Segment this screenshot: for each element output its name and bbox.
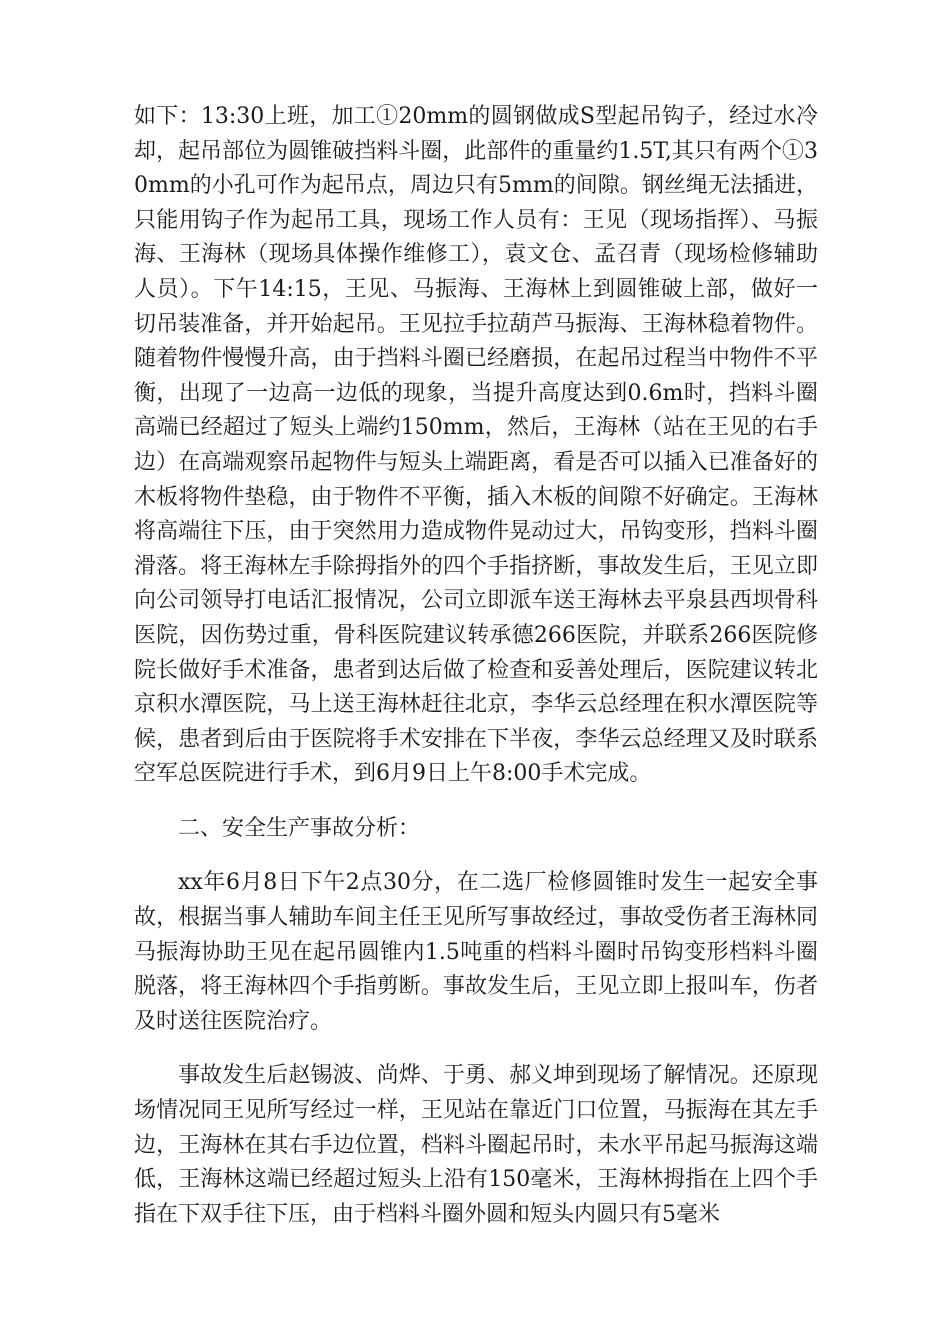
section-heading-accident-analysis: 二、安全生产事故分析：: [178, 815, 421, 841]
paragraph-accident-summary: xx年6月8日下午2点30分，在二选厂检修圆锥时发生一起安全事故，根据当事人辅助车间主任王见所写事故经过，事故受伤者王海林同马振海协助王见在起吊圆锥内1.5吨重的档料斗圈时吊钩变形档料斗圈脱落，将王海林四个手指剪断。事故发生后，王见立即上报叫车，伤者及时送往医院治疗。: [134, 870, 818, 1034]
paragraph-incident-process: 如下：13:30上班，加工①20mm的圆钢做成S型起吊钩子，经过水冷却，起吊部位为圆锥破挡料斗圈，此部件的重量约1.5T,其只有两个①30mm的小孔可作为起吊点，周边只有5mm的间隙。钢丝绳无法插进，只能用钩子作为起吊工具，现场工作人员有：王见（现场指挥）、马振海、王海林（现场具体操作维修工），袁文仓、孟召青（现场检修辅助人员）。下午14:15，王见、马振海、王海林上到圆锥破上部，做好一切吊装准备，并开始起吊。王见拉手拉葫芦马振海、王海林稳着物件。随着物件慢慢升高，由于挡料斗圈已经磨损，在起吊过程当中物件不平衡，出现了一边高一边低的现象，当提升高度达到0.6m时，挡料斗圈高端已经超过了短头上端约150mm，然后，王海林（站在王见的右手边）在高端观察吊起物件与短头上端距离，看是否可以插入已准备好的木板将物件垫稳，由于物件不平衡，插入木板的间隙不好确定。王海林将高端往下压，由于突然用力造成物件晃动过大，吊钩变形，挡料斗圈滑落。将王海林左手除拇指外的四个手指挤断，事故发生后，王见立即向公司领导打电话汇报情况，公司立即派车送王海林去平泉县西坝骨科医院，因伤势过重，骨科医院建议转承德266医院，并联系266医院修院长做好手术准备，患者到达后做了检查和妥善处理后，医院建议转北京积水潭医院，马上送王海林赶往北京，李华云总经理在积水潭医院等候，患者到后由于医院将手术安排在下半夜，李华云总经理又及时联系空军总医院进行手术，到6月9日上午8:00手术完成。: [134, 104, 818, 787]
paragraph-site-investigation: 事故发生后赵锡波、尚烨、于勇、郝义坤到现场了解情况。还原现场情况同王见所写经过一样，王见站在靠近门口位置，马振海在其左手边，王海林在其右手边位置，档料斗圈起吊时，未水平吊起马振海这端低，王海林这端已经超过短头上沿有150毫米，王海林拇指在上四个手指在下双手往下压，由于档料斗圈外圆和短头内圆只有5毫米: [134, 1063, 818, 1227]
document-body: [134, 100, 818, 1232]
